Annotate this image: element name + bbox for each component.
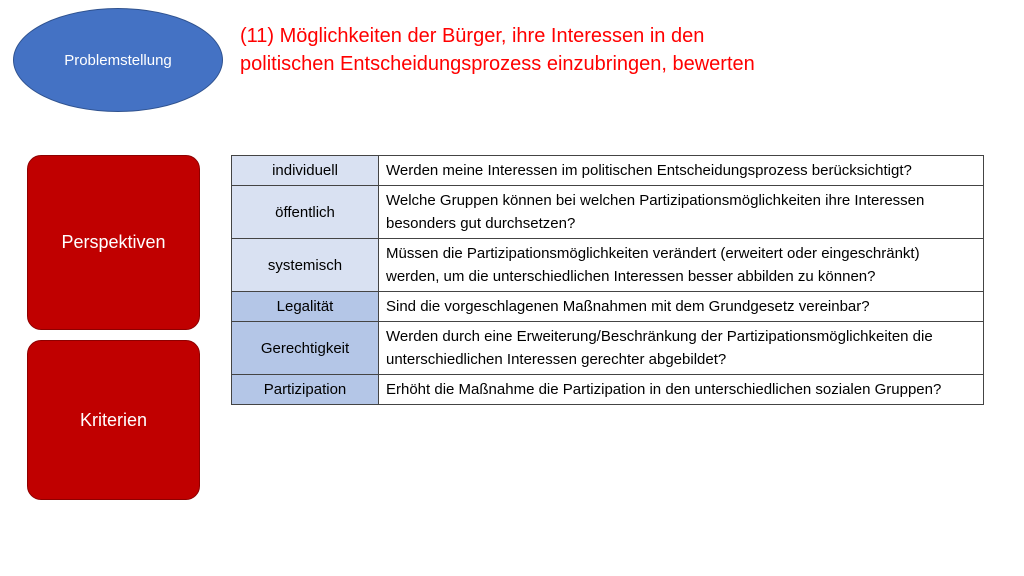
row-label: Gerechtigkeit [232,322,379,375]
slide-title [240,22,880,78]
slide-title-line-1: (11) Möglichkeiten der Bürger, ihre Interessen in den [240,25,705,47]
problemstellung-ellipse [13,8,223,112]
row-label: individuell [232,156,379,186]
row-question: Werden durch eine Erweiterung/Beschränkung der Partizipationsmöglichkeiten die unterschiedlichen Interessen gerechter abgebildet? [379,322,984,375]
kriterien-box [27,340,200,500]
table-row-partizipation [232,375,984,405]
row-question: Sind die vorgeschlagenen Maßnahmen mit dem Grundgesetz vereinbar? [379,292,984,322]
table-row-legalitaet [232,292,984,322]
table-row-gerechtigkeit [232,322,984,375]
table-row-systemisch [232,239,984,292]
slide-title-line-2: politischen Entscheidungsprozess einzubringen, bewerten [240,53,755,75]
problemstellung-label: Problemstellung [64,51,172,69]
table-row-individuell [232,156,984,186]
perspektiven-box [27,155,200,330]
row-question: Welche Gruppen können bei welchen Partizipationsmöglichkeiten ihre Interessen besonders gut durchsetzen? [379,186,984,239]
row-label: Partizipation [232,375,379,405]
row-label: öffentlich [232,186,379,239]
perspektiven-label: Perspektiven [61,232,166,252]
kriterien-label: Kriterien [79,409,148,430]
row-question: Müssen die Partizipationsmöglichkeiten verändert (erweitert oder eingeschränkt) werden, um die unterschiedlichen Interessen besser abbilden zu können? [379,239,984,292]
row-label: systemisch [232,239,379,292]
criteria-table [231,155,984,405]
row-question: Werden meine Interessen im politischen Entscheidungsprozess berücksichtigt? [379,156,984,186]
table-row-oeffentlich [232,186,984,239]
row-question: Erhöht die Maßnahme die Partizipation in den unterschiedlichen sozialen Gruppen? [379,375,984,405]
row-label: Legalität [232,292,379,322]
